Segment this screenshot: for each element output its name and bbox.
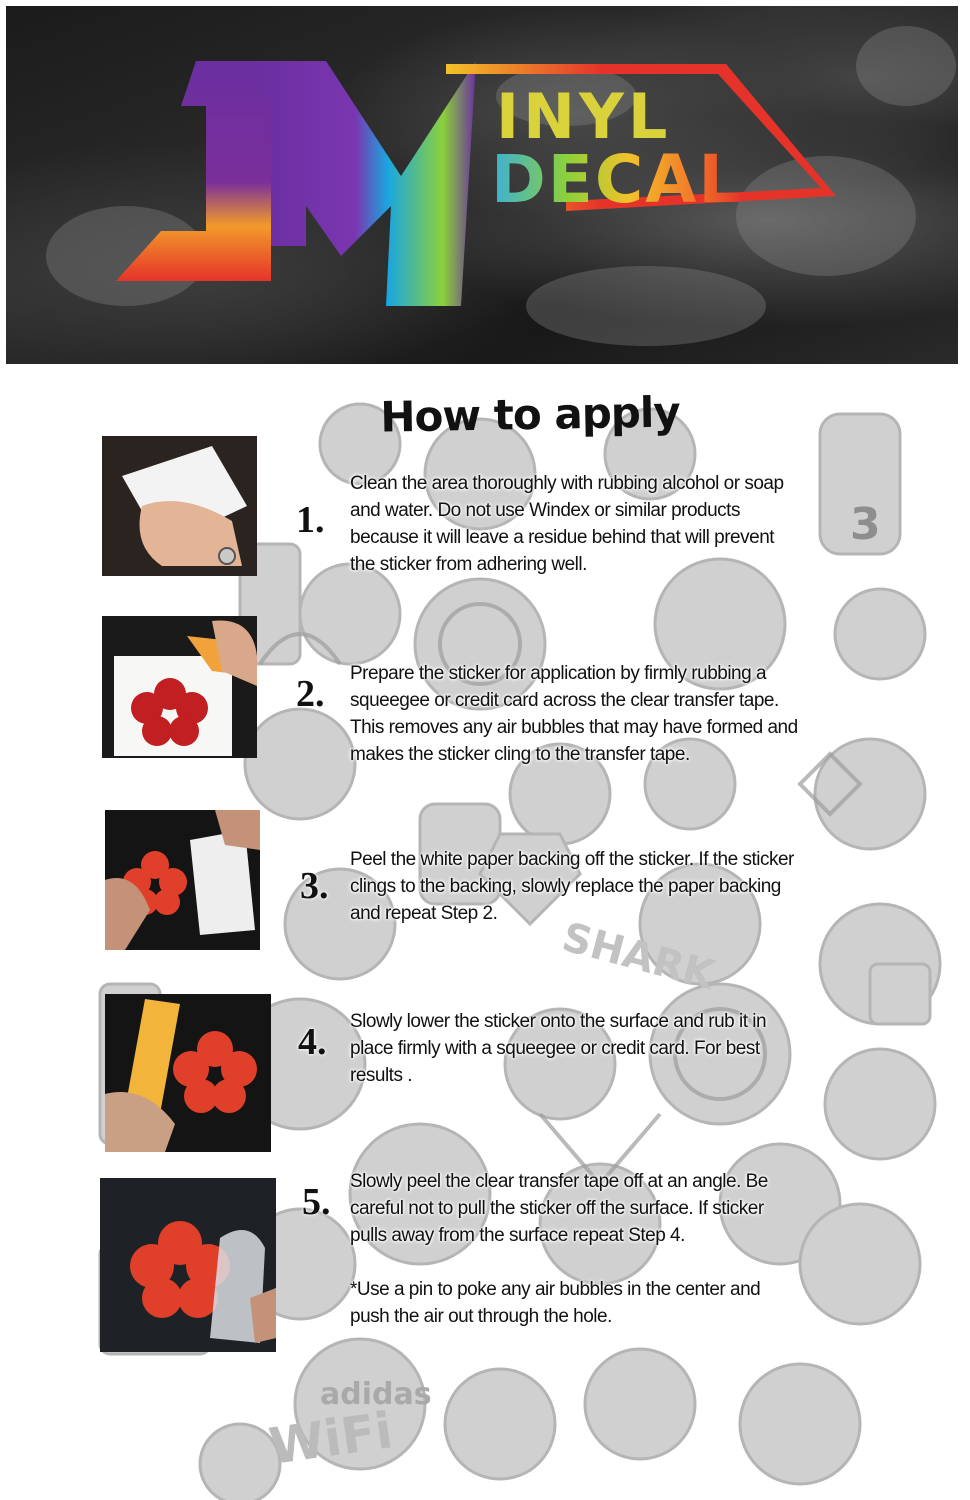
step-4-text: Slowly lower the sticker onto the surface and rub it in place firmly with a squeegee or credit card. For best results . <box>350 1011 767 1086</box>
step-1-photo <box>102 436 257 576</box>
step-4-photo <box>105 994 271 1152</box>
step-5-number: 5. <box>302 1181 331 1223</box>
step-3-text: Peel the white paper backing off the sticker. If the sticker clings to the backing, slowly replace the paper backing and repeat Step 2. <box>350 849 794 924</box>
step-1-number: 1. <box>296 499 325 541</box>
header-banner <box>6 6 958 364</box>
brand-line1: INYL <box>496 80 672 153</box>
bubble-tip-note: *Use a pin to poke any air bubbles in the center and push the air out through the hole. <box>350 1279 761 1327</box>
brand-line2: DECAL <box>491 141 743 218</box>
collage-adidas: adidas <box>320 1377 432 1412</box>
step-5-photo <box>100 1178 276 1352</box>
collage-number: 3 <box>850 499 881 550</box>
step-5-text: Slowly peel the clear transfer tape off at an angle. Be careful not to pull the sticker off the surface. If sticker pulls away from the surface repeat Step 4. <box>350 1171 768 1246</box>
step-1-text: Clean the area thoroughly with rubbing alcohol or soap and water. Do not use Windex or similar products because it will leave a residue behind that will prevent the sticker from adhering well. <box>350 473 784 575</box>
instructions-area <box>0 364 970 1500</box>
brand-logo <box>6 6 958 364</box>
page-title: How to apply <box>379 387 681 442</box>
step-2-photo <box>102 616 257 758</box>
step-2-number: 2. <box>296 673 325 715</box>
step-3-photo <box>105 810 260 950</box>
step-4-number: 4. <box>298 1021 327 1063</box>
collage-shark: SHARK <box>557 914 720 999</box>
collage-wifi: WiFi <box>265 1401 397 1476</box>
step-2-text: Prepare the sticker for application by firmly rubbing a squeegee or credit card across the clear transfer tape. This removes any air bubbles that may have formed and makes the sticker cling to the transfer tape. <box>350 663 798 765</box>
step-3-number: 3. <box>300 865 329 907</box>
